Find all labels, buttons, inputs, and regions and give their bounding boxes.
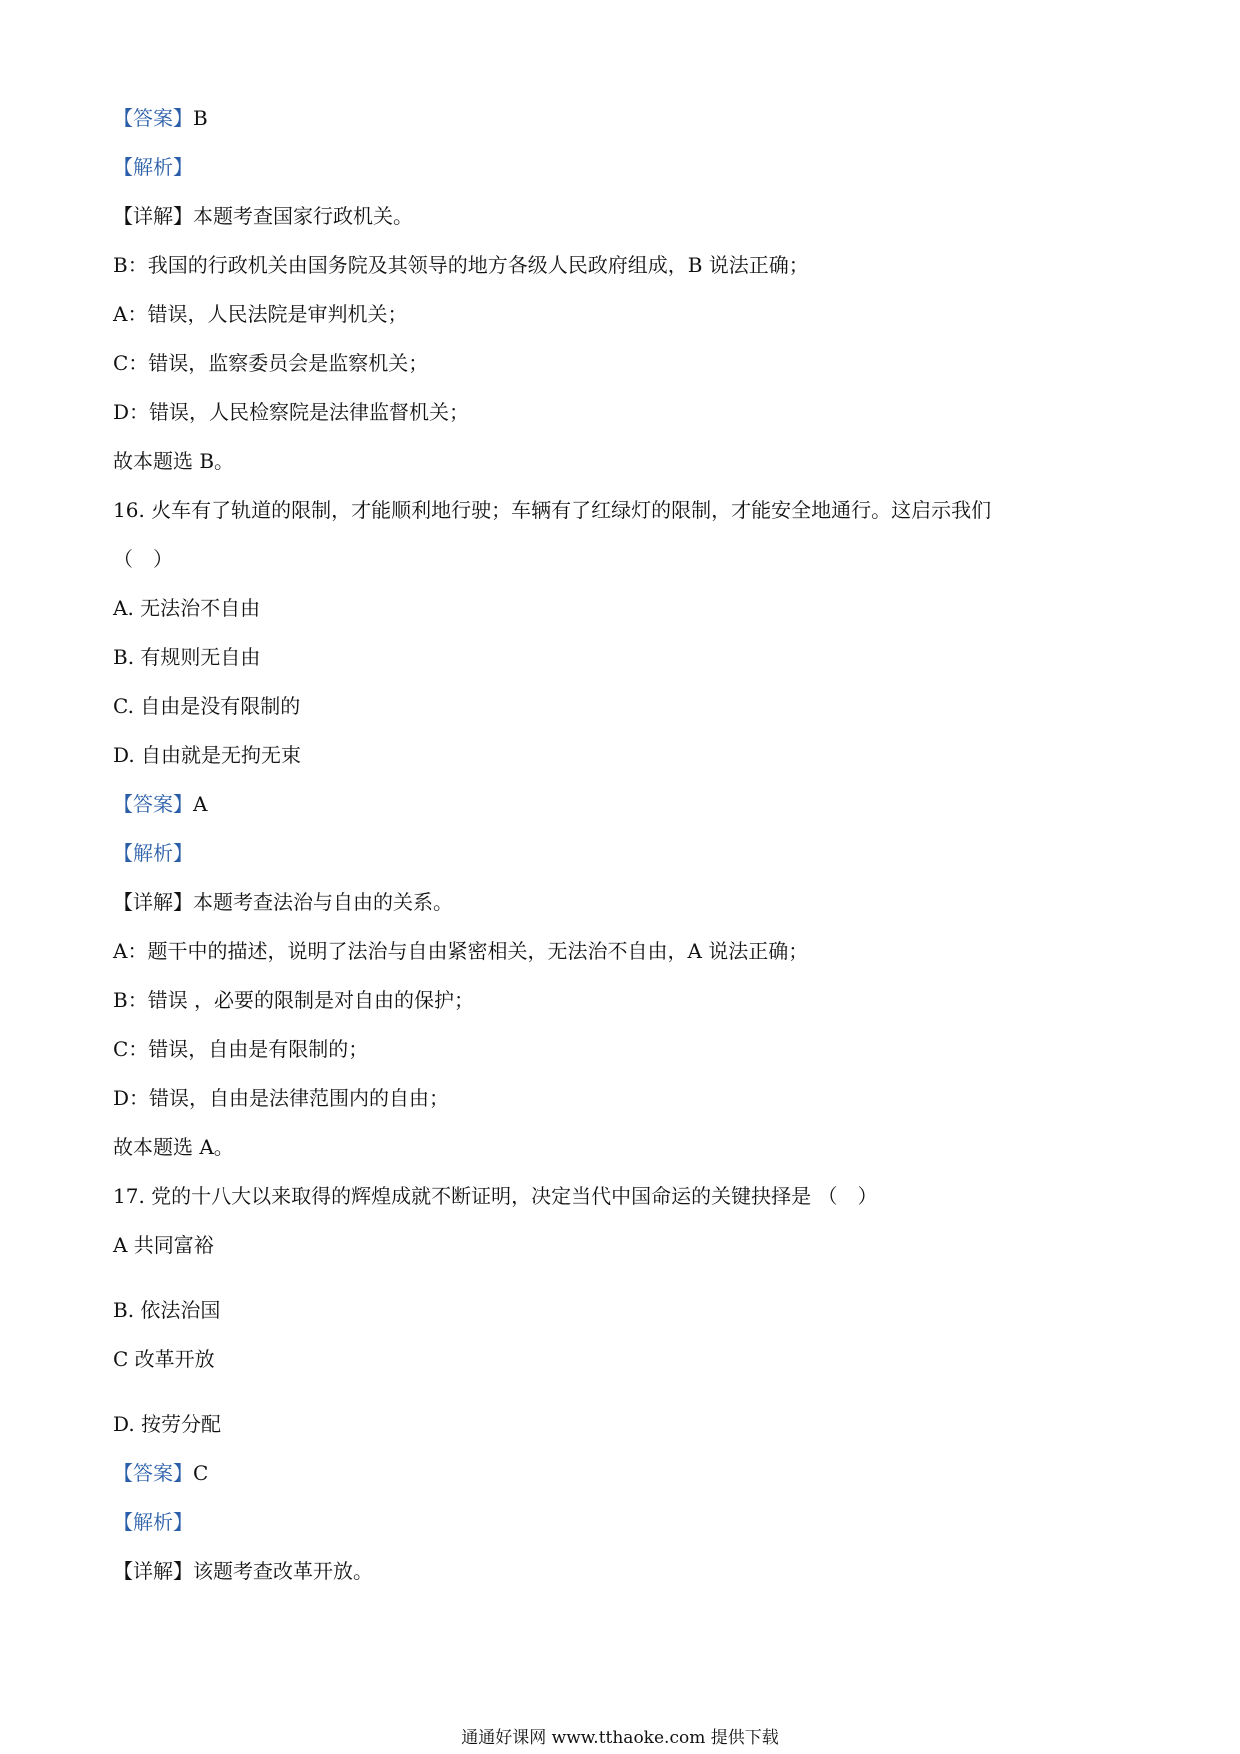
- detail-line-17: 【详解】该题考查改革开放。: [113, 1559, 373, 1583]
- answer-line-1: [113, 104, 208, 132]
- option-d: D. 自由就是无拘无束: [113, 743, 302, 767]
- answer-value: C: [193, 1461, 209, 1485]
- answer-tag: 【答案】: [113, 792, 193, 816]
- question-17-stem: 17. 党的十八大以来取得的辉煌成就不断证明，决定当代中国命运的关键抉择是 （ ）: [113, 1184, 878, 1208]
- question-16-paren: （ ）: [113, 547, 173, 571]
- option-c: C. 自由是没有限制的: [113, 694, 301, 718]
- conclusion-line: 故本题选 B。: [113, 449, 235, 473]
- explanation-line: B：错误 ，必要的限制是对自由的保护；: [113, 988, 475, 1012]
- conclusion-line: 故本题选 A。: [113, 1135, 234, 1159]
- answer-line-16: [113, 790, 207, 818]
- explanation-line: B：我国的行政机关由国务院及其领导的地方各级人民政府组成，B 说法正确；: [113, 253, 809, 277]
- answer-value: A: [193, 792, 208, 816]
- option-b: B. 依法治国: [113, 1298, 221, 1322]
- footer-source: 通通好课网 www.tthaoke.com 提供下载: [461, 1728, 779, 1748]
- analysis-tag-16: 【解析】: [113, 841, 193, 865]
- explanation-line: A：题干中的描述，说明了法治与自由紧密相关，无法治不自由，A 说法正确；: [113, 939, 809, 963]
- explanation-line: A：错误，人民法院是审判机关；: [113, 302, 408, 326]
- answer-line-17: [113, 1459, 208, 1487]
- answer-tag: 【答案】: [113, 1461, 193, 1485]
- explanation-line: D：错误，人民检察院是法律监督机关；: [113, 400, 470, 424]
- answer-tag: 【答案】: [113, 106, 193, 130]
- option-b: B. 有规则无自由: [113, 645, 261, 669]
- option-a: A 共同富裕: [113, 1233, 214, 1257]
- detail-line-16: 【详解】本题考查法治与自由的关系。: [113, 890, 453, 914]
- option-a: A. 无法治不自由: [113, 596, 261, 620]
- question-16-stem: 16. 火车有了轨道的限制，才能顺利地行驶；车辆有了红绿灯的限制，才能安全地通行。这启示我们: [113, 498, 992, 522]
- explanation-line: C：错误，自由是有限制的；: [113, 1037, 369, 1061]
- analysis-tag-17: 【解析】: [113, 1510, 193, 1534]
- detail-line-1: 【详解】本题考查国家行政机关。: [113, 204, 413, 228]
- option-c: C 改革开放: [113, 1347, 215, 1371]
- explanation-line: C：错误，监察委员会是监察机关；: [113, 351, 429, 375]
- analysis-tag-1: 【解析】: [113, 155, 193, 179]
- explanation-line: D：错误，自由是法律范围内的自由；: [113, 1086, 450, 1110]
- answer-value: B: [193, 106, 208, 130]
- option-d: D. 按劳分配: [113, 1412, 222, 1436]
